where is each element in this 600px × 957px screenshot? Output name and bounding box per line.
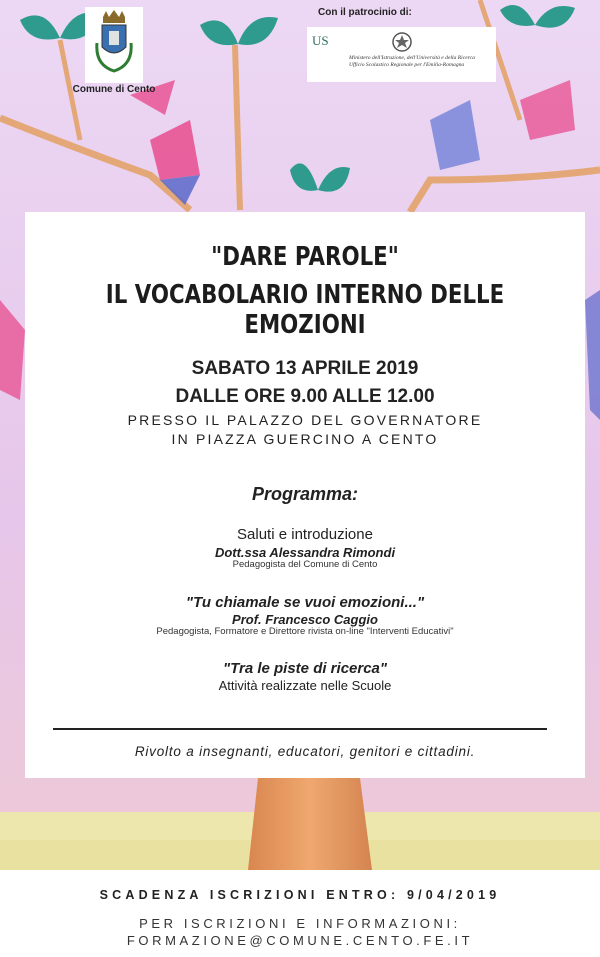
divider	[53, 728, 547, 730]
patron-mark: US	[312, 33, 329, 48]
patronage-label: Con il patrocinio di:	[318, 7, 412, 18]
municipality-name: Comune di Cento	[72, 84, 156, 95]
registration-email[interactable]: FORMAZIONE@COMUNE.CENTO.FE.IT	[126, 933, 474, 948]
audience-note: Rivolto a insegnanti, educatori, genitori e cittadini.	[134, 744, 476, 759]
event-title: "DARE PAROLE"	[211, 242, 399, 272]
program-item-title: "Tu chiamale se vuoi emozioni..."	[185, 594, 425, 611]
program-item-role: Pedagogista del Comune di Cento	[232, 559, 378, 570]
footer	[0, 870, 600, 957]
event-subtitle: IL VOCABOLARIO INTERNO DELLE EMOZIONI	[105, 280, 505, 340]
event-venue: PRESSO IL PALAZZO DEL GOVERNATORE	[127, 412, 483, 428]
patron-description: Ministero dell'Istruzione, dell'Università e della Ricerca Ufficio Scolastico Regionale per l'Emilia-Romagna	[349, 55, 475, 68]
emblem-icon	[391, 31, 413, 53]
registration-info-label: PER ISCRIZIONI E INFORMAZIONI:	[139, 916, 461, 931]
program-item-description: Attività realizzate nelle Scuole	[218, 678, 392, 693]
event-date: SABATO 13 APRILE 2019	[191, 358, 419, 379]
comune-logo	[85, 7, 143, 83]
event-card	[25, 212, 585, 778]
coat-of-arms-icon	[85, 7, 143, 83]
registration-deadline: SCADENZA ISCRIZIONI ENTRO: 9/04/2019	[99, 888, 501, 902]
event-time: DALLE ORE 9.00 ALLE 12.00	[175, 386, 435, 407]
program-heading: Programma:	[251, 484, 359, 504]
program-item-title: Saluti e introduzione	[237, 526, 373, 543]
program-item-speaker: Prof. Francesco Caggio	[232, 612, 378, 627]
patron-logo	[307, 27, 496, 82]
event-venue-address: IN PIAZZA GUERCINO A CENTO	[171, 431, 439, 447]
program-item-speaker: Dott.ssa Alessandra Rimondi	[214, 545, 396, 560]
program-item-role: Pedagogista, Formatore e Direttore rivista on-line "Interventi Educativi"	[156, 626, 454, 637]
program-item-title: "Tra le piste di ricerca"	[222, 660, 388, 677]
